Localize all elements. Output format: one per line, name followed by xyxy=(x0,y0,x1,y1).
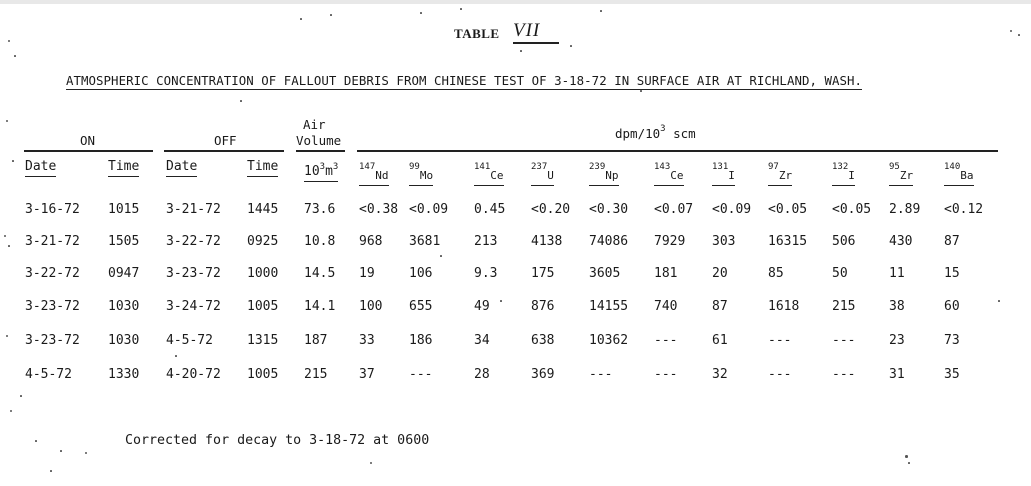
table-cell: 1005 xyxy=(247,367,279,382)
speckle-dot xyxy=(300,18,302,20)
table-cell: 10.8 xyxy=(304,234,336,249)
table-cell: 0925 xyxy=(247,234,279,249)
speckle-dot xyxy=(6,120,8,122)
table-cell: 9.3 xyxy=(474,266,498,281)
speckle-dot xyxy=(905,455,908,458)
table-cell: 740 xyxy=(654,299,678,314)
table-cell: 1445 xyxy=(247,202,279,217)
speckle-dot xyxy=(8,245,10,247)
table-cell: <0.38 xyxy=(359,202,399,217)
table-cell: --- xyxy=(768,333,792,348)
table-cell: 10362 xyxy=(589,333,629,348)
table-cell: 28 xyxy=(474,367,490,382)
speckle-dot xyxy=(20,395,22,397)
table-title: ATMOSPHERIC CONCENTRATION OF FALLOUT DEBRIS FROM CHINESE TEST OF 3-18-72 IN SURFACE AIR AT RICHLAND, WASH. xyxy=(66,73,863,88)
table-cell: 655 xyxy=(409,299,433,314)
table-cell: 1015 xyxy=(108,202,140,217)
speckle-dot xyxy=(85,452,87,454)
speckle-dot xyxy=(8,40,10,42)
table-cell: <0.12 xyxy=(944,202,984,217)
column-header-off-date: Date xyxy=(166,159,197,177)
speckle-dot xyxy=(330,14,332,16)
speckle-dot xyxy=(420,12,422,14)
column-header-isotope: $^{95}_{Zr}$ xyxy=(889,159,913,186)
table-cell: 1505 xyxy=(108,234,140,249)
table-cell: 73 xyxy=(944,333,960,348)
table-cell: 61 xyxy=(712,333,728,348)
footnote: Corrected for decay to 3-18-72 at 0600 xyxy=(125,433,430,448)
air-group-rule xyxy=(296,150,345,152)
column-header-isotope: $^{99}_{Mo}$ xyxy=(409,159,433,186)
table-cell: <0.07 xyxy=(654,202,694,217)
table-cell: 213 xyxy=(474,234,498,249)
speckle-dot xyxy=(4,235,6,237)
table-cell: 85 xyxy=(768,266,784,281)
table-cell: 3-21-72 xyxy=(166,202,221,217)
speckle-dot xyxy=(35,440,37,442)
table-cell: 215 xyxy=(832,299,856,314)
table-cell: 215 xyxy=(304,367,328,382)
table-cell: 4-5-72 xyxy=(166,333,213,348)
on-group-header: ON xyxy=(80,133,96,148)
table-cell: 4-20-72 xyxy=(166,367,221,382)
table-cell: 49 xyxy=(474,299,490,314)
air-header-line2: Volume xyxy=(296,133,342,148)
table-cell: 2.89 xyxy=(889,202,921,217)
table-cell: <0.20 xyxy=(531,202,571,217)
table-cell: 181 xyxy=(654,266,678,281)
table-cell: 3-21-72 xyxy=(25,234,80,249)
column-header-isotope: $^{239}_{Np}$ xyxy=(589,159,619,186)
table-cell: <0.30 xyxy=(589,202,629,217)
table-cell: 20 xyxy=(712,266,728,281)
speckle-dot xyxy=(240,100,242,102)
table-cell: 60 xyxy=(944,299,960,314)
table-cell: --- xyxy=(589,367,613,382)
table-cell: 100 xyxy=(359,299,383,314)
column-header-volume: $10^3m^3$ xyxy=(304,159,338,182)
off-group-rule xyxy=(164,150,284,152)
table-cell: 50 xyxy=(832,266,848,281)
speckle-dot xyxy=(10,410,12,412)
table-cell: 33 xyxy=(359,333,375,348)
speckle-dot xyxy=(6,335,8,337)
table-cell: 35 xyxy=(944,367,960,382)
table-cell: 1000 xyxy=(247,266,279,281)
speckle-dot xyxy=(998,300,1000,302)
on-group-rule xyxy=(24,150,153,152)
table-cell: 31 xyxy=(889,367,905,382)
table-cell: 3-22-72 xyxy=(25,266,80,281)
table-cell: 303 xyxy=(712,234,736,249)
table-cell: 3-23-72 xyxy=(25,299,80,314)
table-label: TABLE xyxy=(454,26,500,41)
table-cell: 23 xyxy=(889,333,905,348)
table-cell: 1030 xyxy=(108,299,140,314)
table-cell: 16315 xyxy=(768,234,808,249)
air-header-line1: Air xyxy=(303,117,326,132)
table-cell: 0947 xyxy=(108,266,140,281)
table-cell: 14.5 xyxy=(304,266,336,281)
dpm-group-rule xyxy=(357,150,998,152)
table-cell: 15 xyxy=(944,266,960,281)
table-cell: <0.05 xyxy=(768,202,808,217)
table-cell: 3605 xyxy=(589,266,621,281)
speckle-dot xyxy=(600,10,602,12)
table-cell: 19 xyxy=(359,266,375,281)
column-header-isotope: $^{143}_{Ce}$ xyxy=(654,159,684,186)
table-cell: 1005 xyxy=(247,299,279,314)
column-header-isotope: $^{132}_I$ xyxy=(832,159,855,186)
table-cell: --- xyxy=(654,333,678,348)
table-cell: 430 xyxy=(889,234,913,249)
column-header-on-date: Date xyxy=(25,159,56,177)
speckle-dot xyxy=(14,55,16,57)
column-header-isotope: $^{131}_I$ xyxy=(712,159,735,186)
table-cell: 4-5-72 xyxy=(25,367,72,382)
table-cell: 14.1 xyxy=(304,299,336,314)
table-cell: 506 xyxy=(832,234,856,249)
column-header-on-time: Time xyxy=(108,159,139,177)
speckle-dot xyxy=(570,45,572,47)
table-cell: 876 xyxy=(531,299,555,314)
dpm-header: dpm/$10^3$ scm xyxy=(615,124,696,141)
table-cell: 87 xyxy=(944,234,960,249)
speckle-dot xyxy=(640,90,642,92)
speckle-dot xyxy=(520,50,522,52)
column-header-isotope: $^{140}_{Ba}$ xyxy=(944,159,974,186)
table-cell: 73.6 xyxy=(304,202,336,217)
speckle-dot xyxy=(460,8,462,10)
table-cell: 7929 xyxy=(654,234,686,249)
column-header-off-time: Time xyxy=(247,159,278,177)
table-cell: 32 xyxy=(712,367,728,382)
column-header-isotope: $^{237}_U$ xyxy=(531,159,554,186)
column-header-isotope: $^{97}_{Zr}$ xyxy=(768,159,792,186)
table-cell: --- xyxy=(768,367,792,382)
table-cell: <0.05 xyxy=(832,202,872,217)
table-cell: 0.45 xyxy=(474,202,506,217)
table-cell: --- xyxy=(832,367,856,382)
table-cell: 3-24-72 xyxy=(166,299,221,314)
table-cell: 1030 xyxy=(108,333,140,348)
table-cell: 3-16-72 xyxy=(25,202,80,217)
table-cell: 186 xyxy=(409,333,433,348)
table-cell: 38 xyxy=(889,299,905,314)
speckle-dot xyxy=(1010,30,1012,32)
table-cell: 638 xyxy=(531,333,555,348)
table-cell: 37 xyxy=(359,367,375,382)
table-cell: 968 xyxy=(359,234,383,249)
table-cell: --- xyxy=(832,333,856,348)
table-cell: --- xyxy=(654,367,678,382)
scan-top-band xyxy=(0,0,1031,4)
table-cell: 187 xyxy=(304,333,328,348)
table-cell: 74086 xyxy=(589,234,629,249)
speckle-dot xyxy=(60,450,62,452)
table-number: VII xyxy=(513,20,541,41)
speckle-dot xyxy=(175,355,177,357)
speckle-dot xyxy=(500,300,502,302)
table-cell: 175 xyxy=(531,266,555,281)
table-cell: <0.09 xyxy=(409,202,449,217)
table-cell: 3-23-72 xyxy=(25,333,80,348)
table-cell: 3-22-72 xyxy=(166,234,221,249)
table-cell: 3681 xyxy=(409,234,441,249)
table-cell: 3-23-72 xyxy=(166,266,221,281)
table-cell: 1315 xyxy=(247,333,279,348)
table-cell: 34 xyxy=(474,333,490,348)
table-cell: 1330 xyxy=(108,367,140,382)
speckle-dot xyxy=(12,160,14,162)
table-cell: 87 xyxy=(712,299,728,314)
table-cell: <0.09 xyxy=(712,202,752,217)
column-header-isotope: $^{141}_{Ce}$ xyxy=(474,159,504,186)
table-cell: 106 xyxy=(409,266,433,281)
table-cell: 4138 xyxy=(531,234,563,249)
table-cell: 11 xyxy=(889,266,905,281)
speckle-dot xyxy=(370,462,372,464)
table-cell: --- xyxy=(409,367,433,382)
table-cell: 14155 xyxy=(589,299,629,314)
speckle-dot xyxy=(1018,34,1020,36)
column-header-isotope: $^{147}_{Nd}$ xyxy=(359,159,389,186)
speckle-dot xyxy=(440,255,442,257)
speckle-dot xyxy=(50,470,52,472)
table-number-underline xyxy=(513,42,559,44)
speckle-dot xyxy=(908,462,910,464)
table-cell: 369 xyxy=(531,367,555,382)
off-group-header: OFF xyxy=(214,133,237,148)
table-cell: 1618 xyxy=(768,299,800,314)
